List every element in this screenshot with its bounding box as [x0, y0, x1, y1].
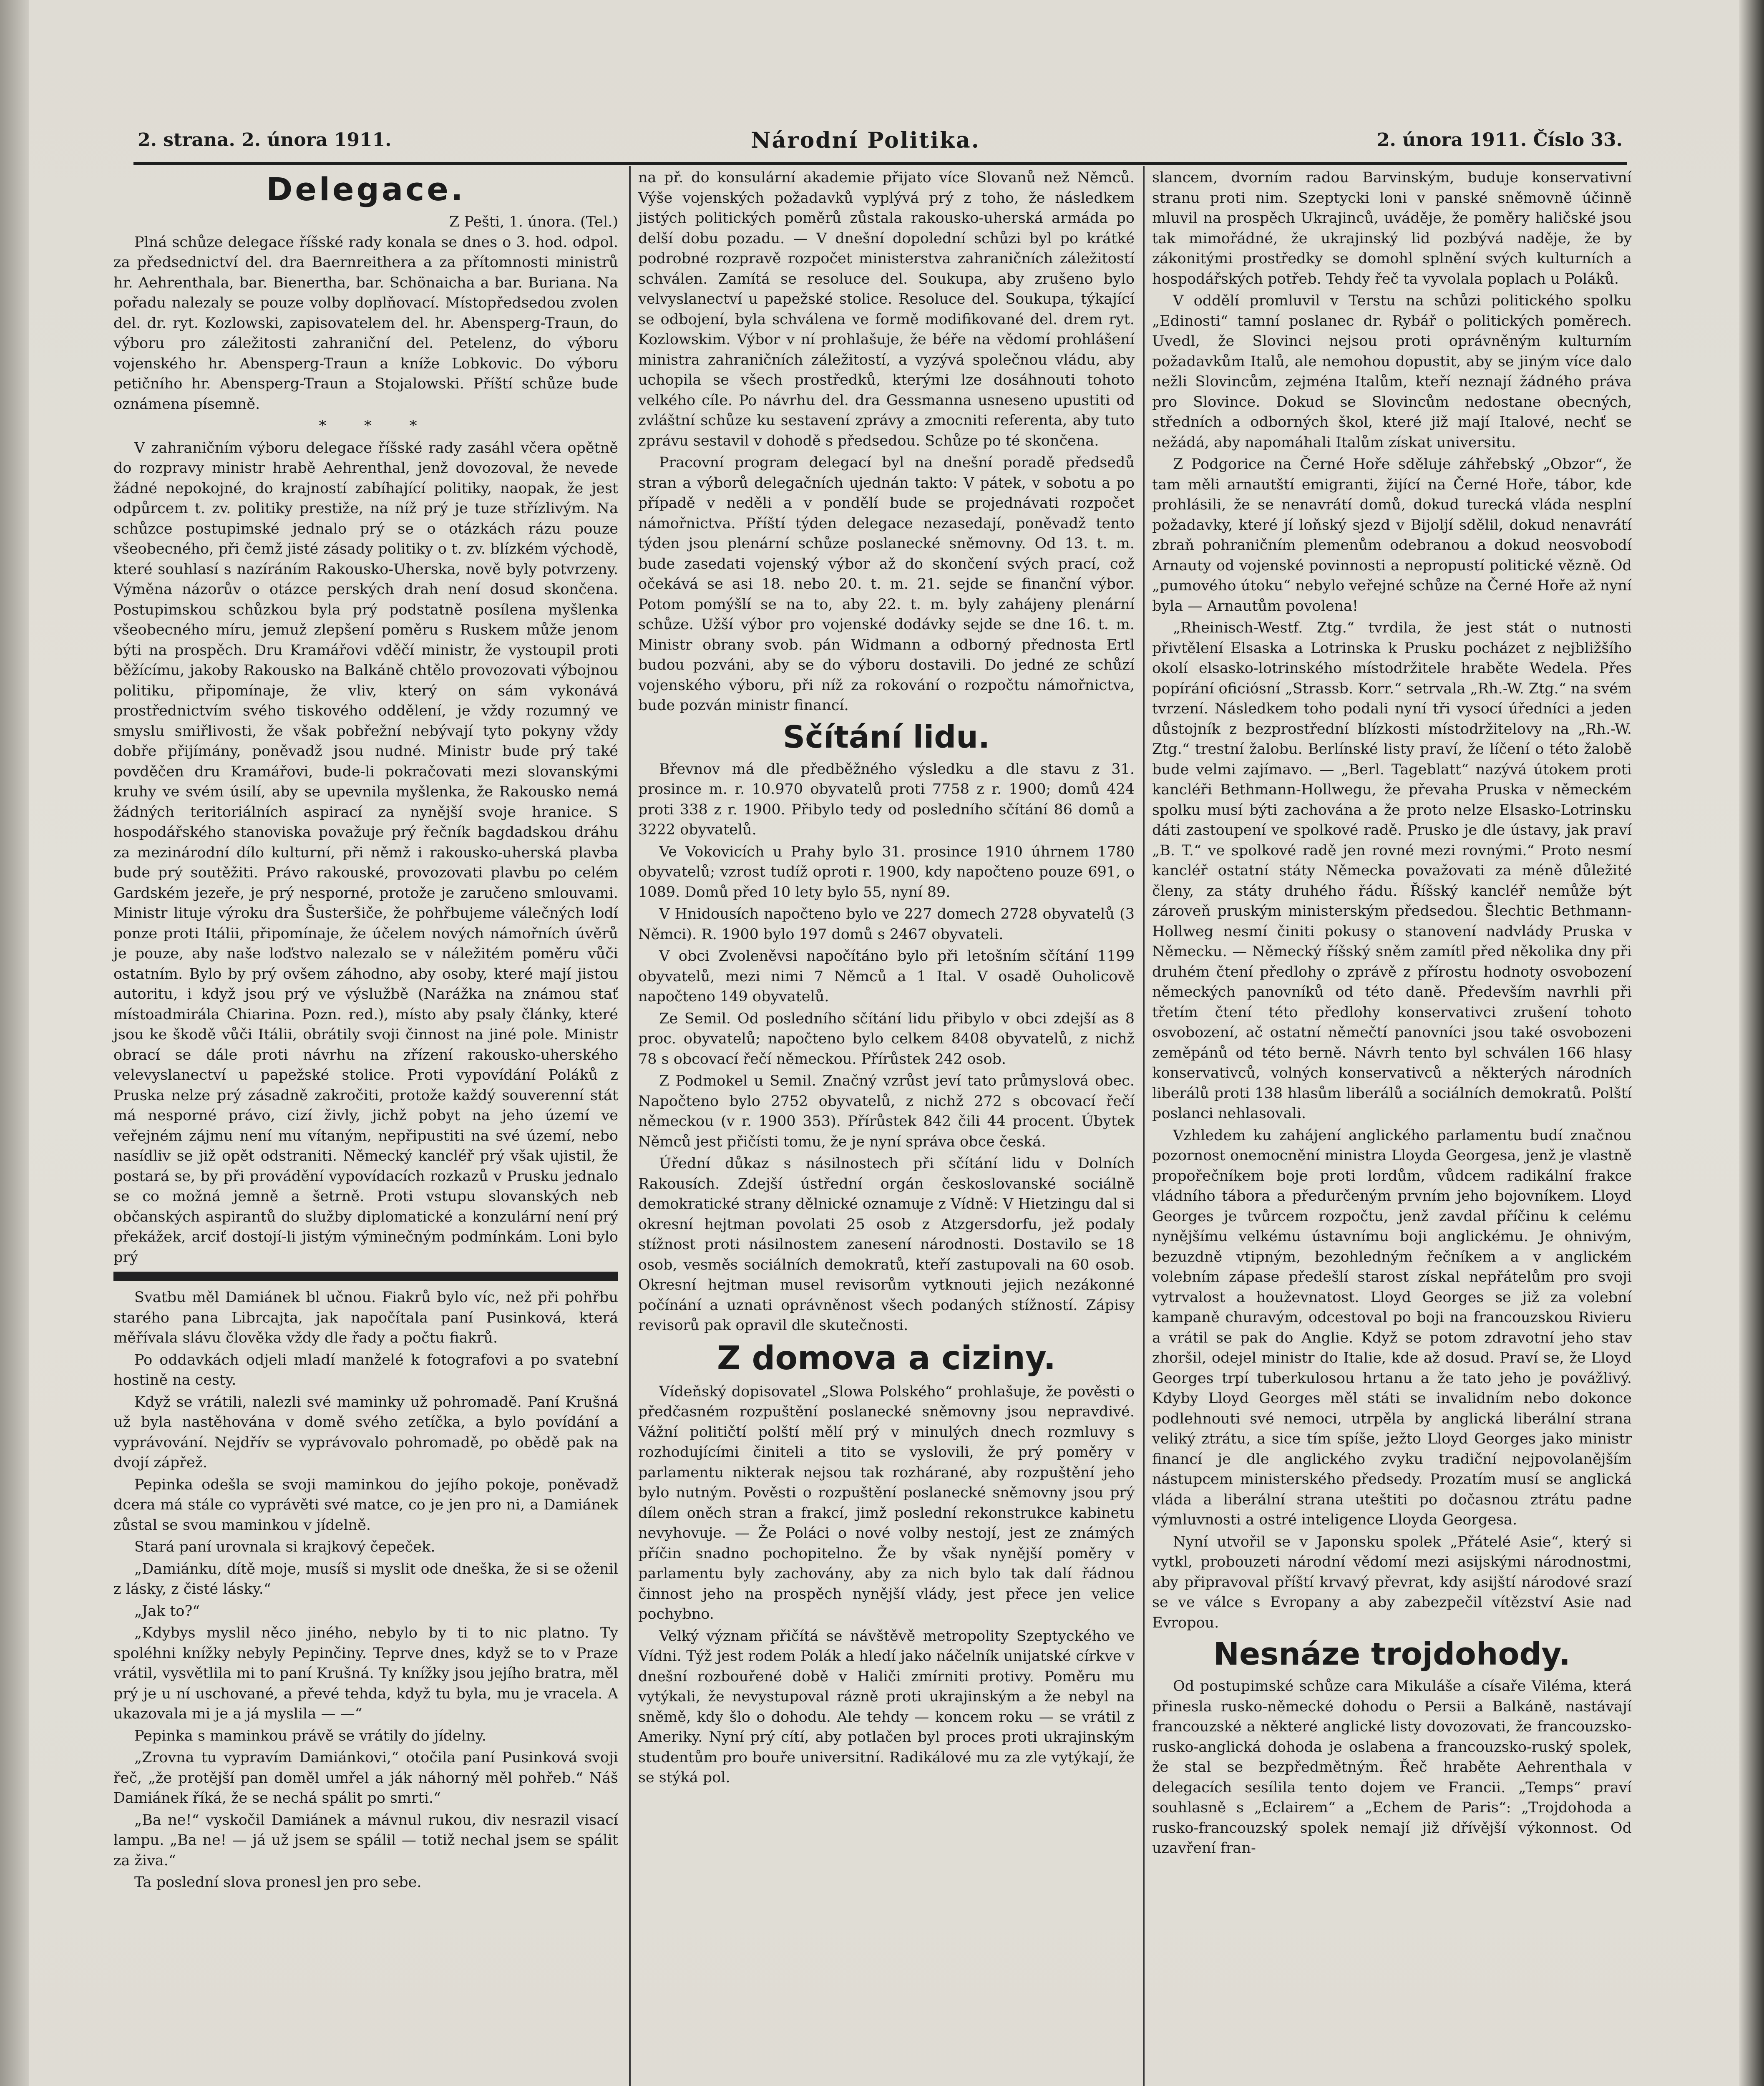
article-paragraph: V zahraničním výboru delegace říšské rady zasáhl včera opětně do rozpravy ministr hrabě Aehrenthal, jenž dovozoval, že nevede žádné nepokojné, do krajností zabíhající politiky, naopak, že jest odpůrcem t. zv. politiky prestiže, na níž prý je tuze střízlivým. Na schůzce postupimské jednalo prý se o otázkách rázu pouze všeobecného, při čemž jisté zásady politiky o t. zv. blízkém východě, které souhlasí s nazíráním Rakousko-Uherska, nově byly potvrzeny. Výměna názorův o otázce perských drah není dosud skončena. Postupimskou schůzkou byla prý podstatně posílena myšlenka všeobecného míru, jemuž zlepšení poměru s Ruskem může jenom býti na prospěch. Dru Kramářovi vděčí ministr, že vystoupil proti běžícímu, jakoby Rakousko na Balkáně chtělo provozovati výbojnou politiku, připomínaje, že vliv, který on sám vykonává prostřednictvím svého tiskového oddělení, je vždy rozumný ve smyslu smiřlivosti, že však pobřežní nebývají tyto pokyny vždy dobře přijímány, poněvadž jsou nudné. Ministr bude prý také povděčen dru Kramářovi, bude-li pokračovati mezi slovanskými kruhy ve svém úsilí, aby se upevnila myšlenka, že Rakousko nemá žádných teritoriálních aspirací za nynější svoje hranice. S hospodářského stanoviska považuje prý řečník bagdadskou dráhu za mezinárodní dílo kulturní, při němž i rakousko-uherská plavba bude prý soutěžiti. Právo rakouské, provozovati plavbu po celém Gardském jezeře, je prý nesporné, protože je zaručeno smlouvami. Ministr lituje výroku dra Šusteršiče, že pohřbujeme válečných lodí ponze proti Itálii, připomínaje, že účelem nových námořních úvěrů je pouze, aby naše loďstvo nalezalo se v náležitém poměru vůči ostatním. Bylo by prý ovšem záhodno, aby osoby, které mají jistou autoritu, i když jsou prý ve výslužbě (Narážka na známou stať místoadmirála Chiarina. Pozn. red.), místo aby psaly články, které jsou ke škodě vůči Itálii, obrátily svoji činnost na jiné pole. Ministr obrací se dále proti návrhu na zřízení rakousko-uherského velevyslanectví u papežské stolice. Proti vypovídání Poláků z Pruska nelze prý zásadně zakročiti, protože každý souverenní stát má nesporné právo, cizí živly, jichž pobyt na jeho území ve veřejném zájmu není mu vítaným, nepřipustiti na své území, nebo nasídliv se již opět odstraniti. Německý kancléř prý však ujistil, že postará se, by při provádění vypovídacích rozkazů v Prusku jednalo se co možná jemně a šetrně. Proti vstupu slovanských neb občanských aspirantů do služby diplomatické a konzulární není prý překážek, arciť dostojí-li jistým výminečným podmínkám. Loni bylo prý: [113, 439, 618, 1266]
feuilleton-paragraph: Po oddavkách odjeli mladí manželé k fotografovi a po svatební hostině na cesty.: [113, 1351, 618, 1388]
news-paragraph: Velký význam přičítá se návštěvě metropolity Szeptyckého ve Vídni. Týž jest rodem Polák a hledí jako náčelník unijatské církve v dnešní rozbouřené době v Haliči zmírniti protivy. Poměru mu vytýkali, že nevystupoval rázně proti ukrajinským a že nebyl na sněmě, kdy šlo o dohodu. Ale tehdy — koncem roku — se vrátil z Ameriky. Nyní prý cítí, aby potlačen byl proces proti ukrajinským studentům pro bouře universitní. Radikálové mu za zle vytýkají, že se stýká pol.: [638, 1627, 1135, 1786]
feuilleton-paragraph: Pepinka odešla se svoji maminkou do jejího pokoje, poněvadž dcera má stále co vyprávěti své matce, co je jen pro ni, a Damiánek zůstal se svou maminkou v jídelně.: [113, 1476, 618, 1534]
news-paragraph: Vídeňský dopisovatel „Slowa Polského“ prohlašuje, že pověsti o předčasném rozpuštění poslanecké sněmovny jsou nepravdivé. Vážní političtí polští mělí prý v minulých dnech rozmluvy s rozhodujícími činiteli a tito se vyslovili, že prý poměry v parlamentu nikterak nejsou tak rozhárané, aby rozpuštění jeho bylo nutným. Pověsti o rozpuštění poslanecké sněmovny jsou prý dílem oněch stran a frakcí, jimž poslední rekonstrukce kabinetu nevyhovuje. — Že Poláci o nové volby nestojí, jest ze známých příčin snadno pochopitelno. Že by však nynější poměry v parlamentu byly zachovány, aby za nich bylo tak dalí řádnou činnost jeho na prospěch nynější vlády, jest přece jen velice pochybno.: [638, 1383, 1135, 1622]
feuilleton-paragraph: Stará paní urovnala si krajkový čepeček.: [134, 1539, 435, 1555]
census-paragraph: Ze Semil. Od posledního sčítání lidu přibylo v obci zdejší as 8 proc. obyvatelů; napočteno bylo celkem 8408 obyvatelů, z nichž 78 s obcovací řečí německou. Přírůstek 242 osob.: [638, 1010, 1135, 1068]
masthead-page-date: 2. strana. 2. února 1911.: [138, 129, 392, 151]
news-paragraph: Nyní utvořil se v Japonsku spolek „Přátelé Asie“, který si vytkl, probouzeti národní vědomí mezi asijskými národnostmi, aby připravoval příští krvavý převrat, kdy asijští národové srazí se ve válce s Evropany a aby zabezpečil vítězství Asie nad Evropou.: [1152, 1533, 1632, 1631]
feuilleton-paragraph: „Zrovna tu vypravím Damiánkovi,“ otočila paní Pusinková svoji řeč, „že protější pan doměl umřel a ják náhorný měl pohřeb.“ Náš Damiánek říká, že se nechá spálit po smrti.“: [113, 1749, 618, 1806]
census-paragraph: V Hnidousích napočteno bylo ve 227 domech 2728 obyvatelů (3 Němci). R. 1900 bylo 197 domů s 2467 obyvateli.: [638, 906, 1135, 943]
census-paragraph: Úřední důkaz s násilnostech při sčítání lidu v Dolních Rakousích. Zdejší ústřední orgán českoslovanské sociálně demokratické strany dělnické oznamuje z Vídně: V Hietzingu dal si okresní hejtman povolati 25 osob z Atzgersdorfu, jež podaly stížnost proti násilnostem zanesení národnosti. Dostavilo se 18 osob, vesměs sociálních demokratů, kteří zastupovali na 60 osob. Okresní hejtman musel revisorům vytknouti jejich nezákonné počínání a uznati oprávněnost všech podaných stížností. Zápisy revisorů pak opravil dle skutečnosti.: [638, 1155, 1135, 1334]
section-heading-z-domova: Z domova a ciziny.: [717, 1339, 1056, 1377]
masthead-title: Národní Politika.: [751, 128, 980, 153]
article-paragraph: na př. do konsulární akademie přijato více Slovanů než Němců. Výše vojenských požadavků vyplývá prý z toho, že následkem jistých politických poměrů zůstala rakousko-uherská armáda po delší dobu pozadu. — V dnešní dopolední schůzi byl po krátké podrobné rozpravě rozpočet ministerstva zahraničních záležitostí schválen. Zamítá se resoluce del. Soukupa, aby zrušeno bylo velvyslanectví u papežské stolice. Resoluce del. Soukupa, týkající se odbojení, byla schválena ve formě modifikované del. drem ryt. Kozlowskim. Výbor v ní prohlašuje, že béře na vědomí prohlášení ministra zahraničních záležitostí, a vyzývá společnou vládu, aby uchopila se všech prostředků, kterými lze dosáhnouti tohoto velkého cíle. Po návrhu del. dra Gessmanna usneseno upustiti od zvláštní schůze ku sestavení zprávy a zmocniti referenta, aby tuto zprávu sestavil v dohodě s předsedou. Schůze po té skončena.: [638, 169, 1135, 449]
news-paragraph: slancem, dvorním radou Barvinským, buduje konservativní stranu proti nim. Szeptycki loni v panské sněmovně účinně mluvil na prospěch Ukrajinců, uváděje, že poměry haličské jsou tak mimořádné, že ukrajinský lid pozbývá naděje, že by zákonitými prostředky se domohl splnění svých kulturních a hospodářských potřeb. Tehdy řeč ta vyvolala poplach u Poláků.: [1152, 169, 1632, 287]
section-separator-stars: * * *: [319, 418, 434, 434]
article-heading-delegace: Delegace.: [266, 171, 466, 208]
column-2: [638, 168, 1135, 1790]
masthead-rule: [133, 162, 1627, 165]
feuilleton-paragraph: Ta poslední slova pronesl jen pro sebe.: [134, 1874, 422, 1891]
census-paragraph: Ve Vokovicích u Prahy bylo 31. prosince 1910 úhrnem 1780 obyvatelů; vzrost tudíž oproti r. 1900, kdy napočteno pouze 691, o 1089. Domů před 10 lety bylo 55, nyní 89.: [638, 843, 1135, 901]
news-paragraph: Z Podgorice na Černé Hoře sděluje záhřebský „Obzor“, že tam měli arnautští emigranti, žijící na Černé Hoře, tábor, kde prohlásili, že se nenavrátí domů, dokud turecká vláda nesplní požadavky, které jí loňský sjezd v Bijoljí sdělil, dokud nenavrátí zbraň pohraničním plemenům odebranou a dokud neosvobodí Arnauty od vojenské povinnosti a nepropustí politické vězně. Od „pumového útoku“ nebylo veřejné schůze na Černé Hoře až nyní byla — Arnautům povolena!: [1152, 456, 1632, 615]
column-1: [113, 168, 618, 1895]
scan-left-edge: [0, 0, 29, 2086]
masthead-date-issue: 2. února 1911. Číslo 33.: [1376, 129, 1623, 151]
feuilleton-paragraph: Svatbu měl Damiánek bl učnou. Fiakrů bylo víc, než při pohřbu starého pana Librcajta, jak napočítala paní Pusinková, která měřívala slávu člověka vždy dle řady a počtu fiakrů.: [113, 1289, 618, 1346]
column-rule-1: [629, 166, 631, 2086]
feuilleton-paragraph: „Ba ne!“ vyskočil Damiánek a mávnul rukou, div nesrazil visací lampu. „Ba ne! — já už jsem se spálil — totiž nechal jsem se spálit za živa.“: [113, 1811, 618, 1869]
news-paragraph: V oddělí promluvil v Terstu na schůzi politického spolku „Edinosti“ tamní poslanec dr. Rybář o politických poměrech. Uvedl, že Slovinci nejsou proti oprávněným kulturním požadavkům Italů, ale nemohou dopustit, aby se jiným více dalo nežli Slovincům, zejména Italům, kteří neznají žádného práva pro Slovince. Dokud se Slovincům nedostane obecných, středních a odborných škol, které již mají Italové, nechť se nežádá, aby napomáhali Italům získat universitu.: [1152, 292, 1632, 451]
scan-right-edge: [1739, 0, 1764, 2086]
article-paragraph: Pracovní program delegací byl na dnešní poradě předsedů stran a výborů delegačních ujednán takto: V pátek, v sobotu a po případě v neděli a v pondělí bude se projednávati rozpočet námořnictva. Příští týden delegace nezasedají, poněvadž tento týden jsou plenární schůze poslanecké sněmovny. Od 13. t. m. bude zasedati vojenský výbor až do skončení svých prací, což očekává se asi 18. nebo 20. t. m. 21. sejde se finanční výbor. Potom pomýšlí se na to, aby 22. t. m. byly zahájeny plenární schůze. Užší výbor pro vojenské dodávky sejde se dne 16. t. m. Ministr obrany svob. pán Widmann a odborný přednosta Ertl budou pozváni, aby se do výboru dostavili. Do jedné ze schůzí vojenského výboru, při níž za rokování o rozpočtu námořnictva, bude pozván ministr financí.: [638, 454, 1135, 714]
column-rule-2: [1143, 166, 1145, 2086]
news-paragraph: Vzhledem ku zahájení anglického parlamentu budí značnou pozornost onemocnění ministra Lloyda Georgesa, jenž je vlastně propořečníkem boje proti lordům, vůdcem radikální frakce vládního tábora a předurčeným prvním jeho bojovníkem. Lloyd Georges je tvůrcem rozpočtu, jenž zavdal příčinu k celému nynějšímu velkému ústavnímu boji anglickému. Je ohnivým, bezuzdně vtipným, bezohledným řečníkem a v anglickém volebním zápase předešlí starost získal nepřátelům pro svoji vytrvalost a houževnatost. Lloyd Georges se již za volební kampaně churavým, odcestoval po boji na francouzskou Rivieru a vrátil se pak do Anglie. Když se potom zdravotní jeho stav zhoršil, odejel ministr do Italie, kde až dosud. Praví se, že Lloyd Georges trpí tuberkulosou hrtanu a že tato jeho je povážlivý. Kdyby Lloyd Georges měl státi se invalidním nebo dokonce podlehnouti své nemoci, utrpěla by anglická liberální strana veliký ztrátu, a sice tím spíše, ježto Lloyd Georges jako ministr financí je dle anglického zvyku tradiční nejpovolanějším nástupcem ministerského předsedy. Prozatím musí se anglická vláda a liberální strana uteštiti po dočasnou ztrátu padne výmluvnosti a ostré inteligence Lloyda Georgesa.: [1152, 1127, 1632, 1528]
census-paragraph: Břevnov má dle předběžného výsledku a dle stavu z 31. prosince m. r. 10.970 obyvatelů proti 7758 z r. 1900; domů 424 proti 338 z r. 1900. Přibylo tedy od posledního sčítání 86 domů a 3222 obyvatelů.: [638, 761, 1135, 838]
article-dateline: Z Pešti, 1. února. (Tel.): [449, 214, 618, 230]
section-heading-scitani: Sčítání lidu.: [783, 719, 990, 755]
news-paragraph: Od postupimské schůze cara Mikuláše a císaře Viléma, která přinesla rusko-německé dohodu o Persii a Balkáně, nastávají francouzské a některé anglické listy dovozovati, že francouzsko-rusko-anglická dohoda je oslabena a francouzsko-ruský spolek, že stal se bezpředmětným. Řeč hraběte Aehrenthala v delegacích sesílila tento dojem ve Francii. „Temps“ praví souhlasně s „Eclairem“ a „Echem de Paris“: „Trojdohoda a rusko-francouzský spolek nemají již dřívější výkonnost. Od uzavření fran-: [1152, 1678, 1632, 1857]
article-paragraph: Plná schůze delegace říšské rady konala se dnes o 3. hod. odpol. za předsednictví del. dra Baernreithera a za přítomnosti ministrů hr. Aehrenthala, bar. Bienertha, bar. Schönaicha a bar. Buriana. Na pořadu nalezaly se pouze volby doplňovací. Místopředsedou zvolen del. dr. ryt. Kozlowski, zapisovatelem del. hr. Abensperg-Traun, do výboru pro záležitosti zahraniční del. Petelenz, do výboru vojenského hr. Abensperg-Traun a kníže Lobkovic. Do výboru petičního hr. Abensperg-Traun a Stojalowski. Příští schůze bude oznámena písemně.: [113, 234, 618, 413]
census-paragraph: V obci Zvoleněvsi napočítáno bylo při letošním sčítání 1199 obyvatelů, mezi nimi 7 Němců a 1 Ital. V osadě Ouholicově napočteno 149 obyvatelů.: [638, 948, 1135, 1005]
feuilleton-paragraph: Když se vrátili, nalezli své maminky už pohromadě. Paní Krušná už byla nastěhována v domě svého zetíčka, a bylo povídání a vyprávování. Nejdřív se vyprávovalo pohromadě, po obědě pak na dvojí zápřež.: [113, 1393, 618, 1471]
masthead: [138, 129, 1623, 159]
column-3: [1152, 168, 1632, 1860]
feuilleton-paragraph: „Jak to?“: [134, 1602, 200, 1620]
feuilleton-paragraph: „Kdybys myslil něco jiného, nebylo by ti to nic platno. Ty spoléhni knížky nebyly Pepinčiny. Teprve dnes, když se to v Praze vrátil, vysvětlila mi to paní Krušná. Ty knížky jsou jejího bratra, měl prý je u ní uschované, a převé tehda, když tu byla, mu je vracela. A ukazovala mi je a já myslila — —“: [113, 1625, 618, 1722]
feuilleton-paragraph: Pepinka s maminkou právě se vrátily do jídelny.: [134, 1727, 486, 1744]
census-paragraph: Z Podmokel u Semil. Značný vzrůst jeví tato průmyslová obec. Napočteno bylo 2752 obyvatelů, z nichž 272 s obcovací řečí německou (v r. 1900 353). Přírůstek 842 čili 44 procent. Úbytek Němců jest přičísti tomu, že je nyní správa obce česká.: [638, 1073, 1135, 1150]
news-paragraph: „Rheinisch-Westf. Ztg.“ tvrdila, že jest stát o nutnosti přivtělení Elsaska a Lotrinska k Prusku pocházet z nejbližšího okolí elsasko-lotrinského místodržitele hraběte Wedela. Přes popírání oficiósní „Strassb. Korr.“ setrvala „Rh.-W. Ztg.“ na svém tvrzení. Následkem toho podali nyní tři vysocí úředníci a jeden důstojník z bezprostřední blízkosti místodržitelovy na „Rh.-W. Ztg.“ trestní žalobu. Berlínské listy praví, že líčení o této žalobě bude velmi zajímavo. — „Berl. Tageblatt“ nazývá útokem proti kancléři Bethmann-Hollwegu, že převaha Pruska v německém spolku musí býti zachována a že proto nelze Elsasko-Lotrinsku dáti zastoupení ve spolkové radě. Prusko je dle ústavy, jak praví „B. T.“ ve spolkové radě jen rovné mezi rovnými.“ Proto nesmí kancléř ostatní státy Německa považovati za méně důležité členy, za státy druhého řádu. Říšský kancléř nemůže být zároveň pruským ministerským předsedou. Šlechtic Bethmann-Hollweg nesmí činiti pokusy o stanovení nadvlády Pruska v Německu. — Německý říšský sněm zamítl před několika dny při druhém čtení předlohy o zprávě z přírostu hodnoty osvobození německých panovníků od této daně. Především navrhli při třetím čtení této předlohy konservativci zrušení tohoto osvobození, ač ostatní němečtí panovníci jsou také osvobozeni zeměpánů od této berně. Návrh tento byl schválen 166 hlasy konservativců, volných konservativců a některých národních liberálů proti 138 hlasům liberálů a sociálních demokratů. Polští poslanci nehlasovali.: [1152, 620, 1632, 1122]
section-heading-nesnaze: Nesnáze trojdohody.: [1213, 1636, 1570, 1672]
feuilleton-paragraph: „Damiánku, dítě moje, musíš si myslit ode dneška, že si se oženil z lásky, z čisté lásky.“: [113, 1560, 618, 1597]
feuilleton-divider: [113, 1272, 618, 1281]
